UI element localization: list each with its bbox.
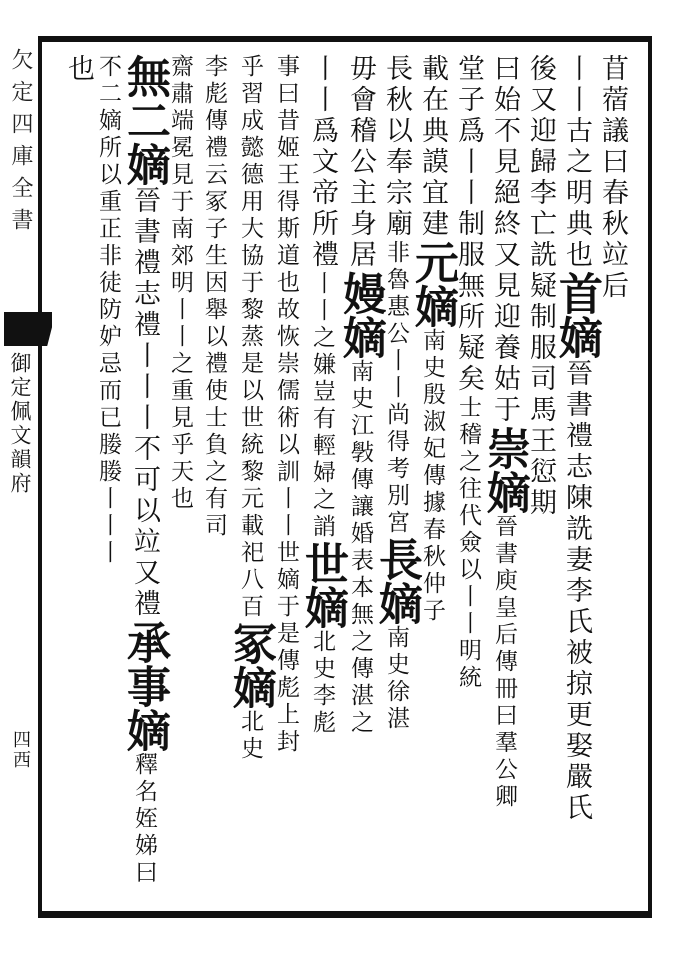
headword: 長嫡 <box>371 537 422 625</box>
headword: 首嫡 <box>551 271 602 359</box>
text-column <box>297 54 348 737</box>
column-text: 丨丨爲文帝所禮 <box>307 54 338 271</box>
text-column <box>479 54 530 811</box>
column-text: 釋名姪娣曰 <box>131 752 157 887</box>
column-text: 北史 <box>237 709 263 763</box>
text-column <box>335 54 386 737</box>
text-column <box>119 54 170 887</box>
column-text: 載在典謨宜建 <box>417 54 448 240</box>
text-column <box>59 54 97 85</box>
column-text: 士稽之往代僉以丨丨明統 <box>455 395 481 692</box>
column-text: 晉書庾皇后傳冊曰羣公卿 <box>491 514 517 811</box>
headword: 冢嫡 <box>225 621 276 709</box>
fold-page-number: 四西 <box>10 730 31 770</box>
column-text: 不二嫡所以重正非徒防妒忌而已 <box>95 54 121 432</box>
column-text: 南史殷淑妃傳據春秋仲子 <box>419 328 445 625</box>
column-text: 苜蓿議曰春秋竝后 <box>597 54 628 302</box>
text-column <box>89 54 127 567</box>
column-text: 非魯惠公丨丨尚得考別宮 <box>383 240 409 537</box>
column-text: 南史徐湛 <box>383 625 409 733</box>
top-border-rule <box>38 36 652 42</box>
column-text: 李彪傳禮云冢子生因舉以禮使士負之有司 <box>201 54 227 540</box>
headword: 元嫡 <box>407 240 458 328</box>
column-text: 也 <box>63 54 94 85</box>
right-border-rule <box>648 36 652 918</box>
column-text: 長秋以奉宗廟 <box>381 54 412 240</box>
column-text: 晉書禮志陳詵妻李氏被掠更娶嚴氏 <box>561 359 592 824</box>
column-text: 媵媵丨丨丨 <box>95 432 121 567</box>
text-column <box>551 54 602 824</box>
column-text: 丨丨古之明典也 <box>561 54 592 271</box>
headword: 崇嫡 <box>479 426 530 514</box>
fold-series-title: 欠定四庫全書 <box>8 48 33 240</box>
text-column <box>225 54 276 763</box>
column-text: 後又迎歸李亡詵疑制服司馬王愆期 <box>525 54 556 519</box>
headword: 嫚嫡 <box>335 271 386 359</box>
column-text: 齋肅端冕見于南郊明丨丨之重見乎天也 <box>167 54 193 513</box>
column-text: 北史李彪 <box>309 629 335 737</box>
column-text: 毋會稽公主身居 <box>345 54 376 271</box>
headword: 承事嫡 <box>119 620 170 752</box>
column-text: 之傳湛之 <box>347 629 373 737</box>
fishtail-mark <box>4 312 52 346</box>
column-text: 曰始不見絕終又見迎養姑于 <box>489 54 520 426</box>
column-text: 堂子爲丨丨制服無所疑矣 <box>453 54 484 395</box>
column-text: 晉書禮志禮丨丨丨不可以竝又禮 <box>129 186 160 620</box>
bottom-border-rule <box>38 911 652 918</box>
column-text: 傳彪上封 <box>273 648 299 756</box>
column-text: 丨丨之嫌豈有輕婦之誚 <box>309 271 335 541</box>
text-column <box>195 54 233 540</box>
text-column <box>593 54 631 302</box>
column-text: 事曰昔姬王得斯道也故恢崇儒術以訓丨丨世嫡于是 <box>273 54 299 648</box>
text-column <box>371 54 422 733</box>
fold-book-title: 御定佩文韻府 <box>8 352 32 496</box>
headword: 世嫡 <box>297 541 348 629</box>
headword: 無二嫡 <box>119 54 170 186</box>
text-column <box>449 54 487 692</box>
column-text: 南史江斅傳讓婚表本無 <box>347 359 373 629</box>
column-text: 乎習成懿德用大協于黎蒸是以世統黎元載祀八百 <box>237 54 263 621</box>
